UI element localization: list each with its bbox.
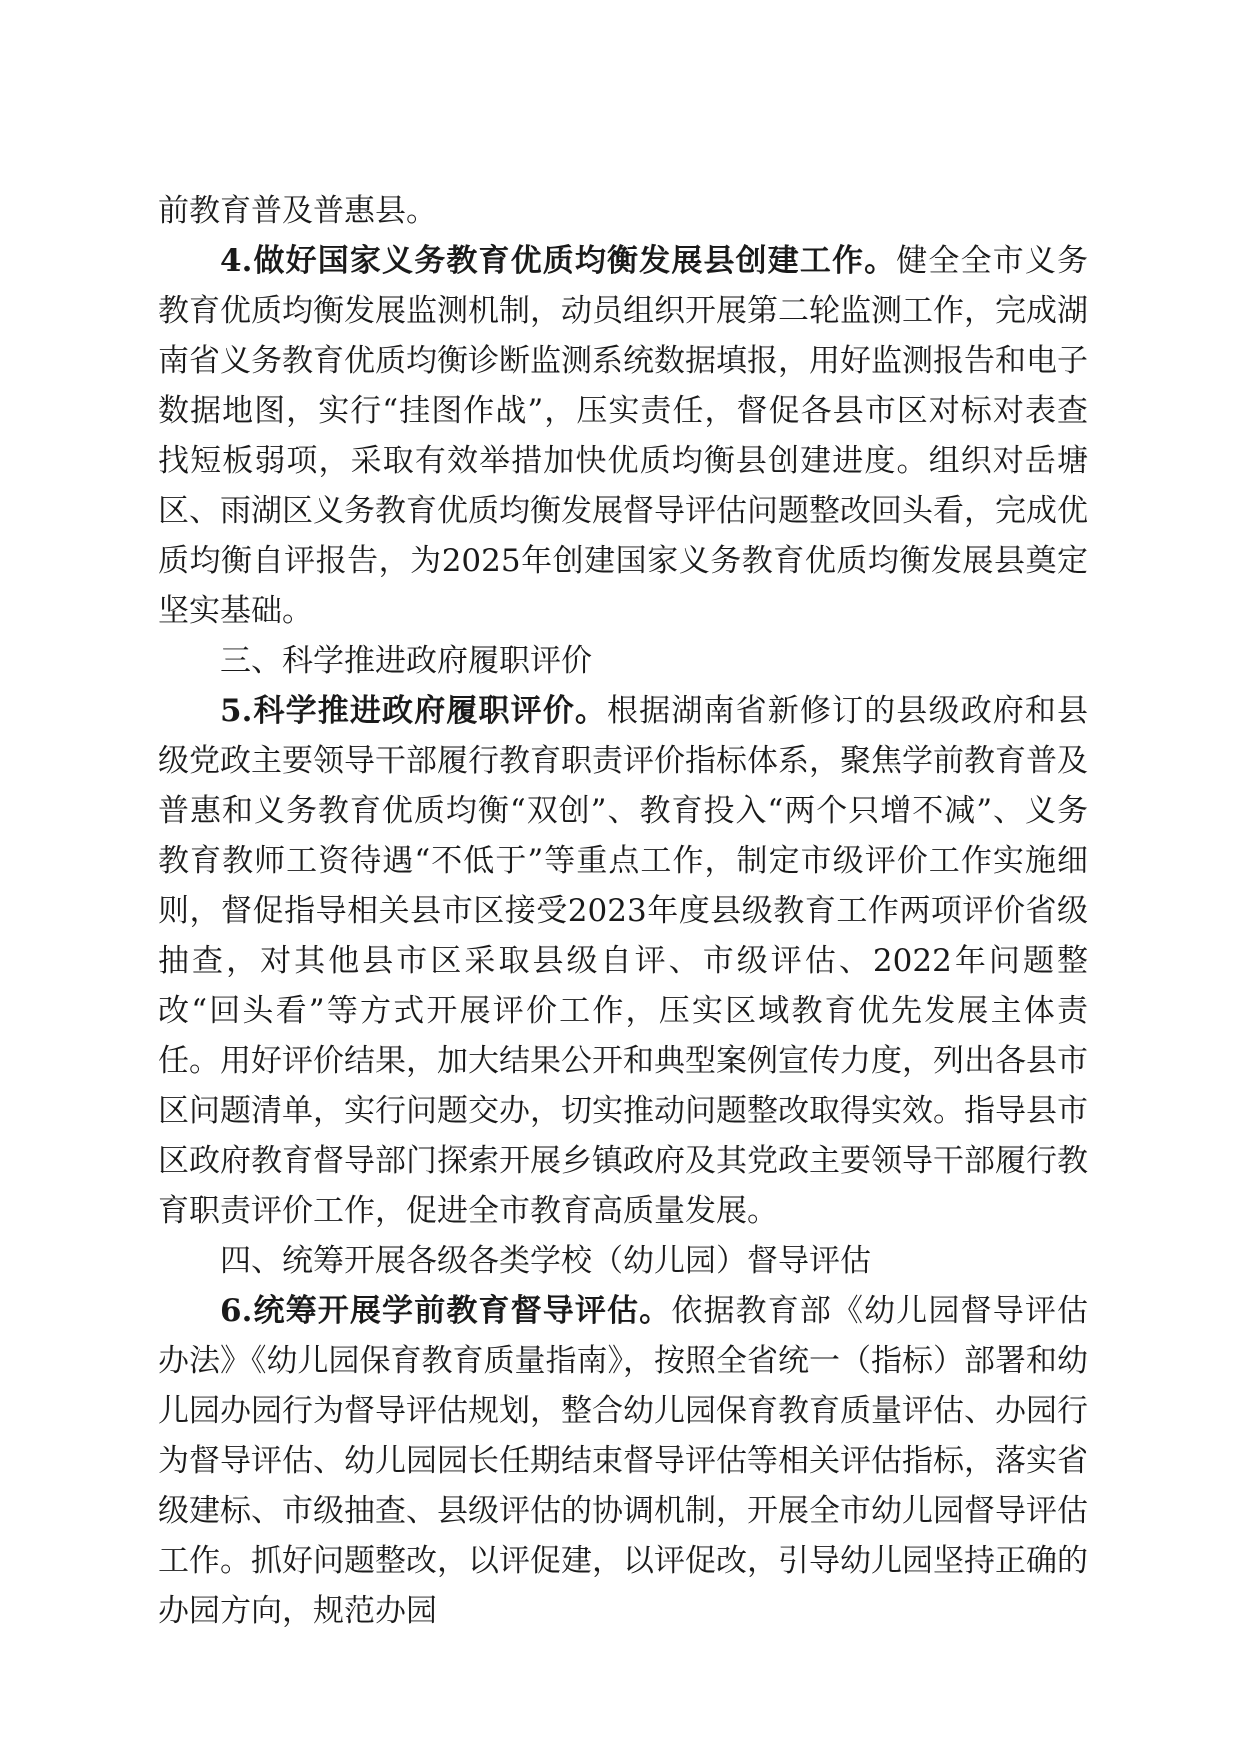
item-4-text: 健全全市义务教育优质均衡发展监测机制，动员组织开展第二轮监测工作，完成湖南省义务教育优质均衡诊断监测系统数据填报，用好监测报告和电子数据地图，实行“挂图作战”，压实责任，督促各县市区对标对表查找短板弱项，采取有效举措加快优质均衡县创建进度。组织对岳塘区、雨湖区义务教育优质均衡发展督导评估问题整改回头看，完成优质均衡自评报告，为2025年创建国家义务教育优质均衡发展县奠定坚实基础。 bbox=[158, 243, 1088, 629]
paragraph-continuation: 前教育普及普惠县。 bbox=[158, 193, 437, 229]
item-6-text: 依据教育部《幼儿园督导评估办法》《幼儿园保育教育质量指南》，按照全省统一（指标）部署和幼儿园办园行为督导评估规划，整合幼儿园保育教育质量评估、办园行为督导评估、幼儿园园长任期结束督导评估等相关评估指标，落实省级建标、市级抽查、县级评估的协调机制，开展全市幼儿园督导评估工作。抓好问题整改，以评促建，以评促改，引导幼儿园坚持正确的办园方向，规范办园 bbox=[158, 1293, 1088, 1629]
section-heading-3: 三、科学推进政府履职评价 bbox=[220, 643, 592, 679]
document-body bbox=[158, 186, 1088, 1636]
paragraph-item-5 bbox=[158, 686, 1088, 1236]
item-5-heading: 5.科学推进政府履职评价。 bbox=[220, 693, 608, 729]
paragraph-item-6 bbox=[158, 1286, 1088, 1636]
item-5-text: 根据湖南省新修订的县级政府和县级党政主要领导干部履行教育职责评价指标体系，聚焦学前教育普及普惠和义务教育优质均衡“双创”、教育投入“两个只增不减”、义务教育教师工资待遇“不低于”等重点工作，制定市级评价工作实施细则，督促指导相关县市区接受2023年度县级教育工作两项评价省级抽查，对其他县市区采取县级自评、市级评估、2022年问题整改“回头看”等方式开展评价工作，压实区域教育优先发展主体责任。用好评价结果，加大结果公开和典型案例宣传力度，列出各县市区问题清单，实行问题交办，切实推动问题整改取得实效。指导县市区政府教育督导部门探索开展乡镇政府及其党政主要领导干部履行教育职责评价工作，促进全市教育高质量发展。 bbox=[158, 693, 1088, 1229]
item-4-heading: 4.做好国家义务教育优质均衡发展县创建工作。 bbox=[220, 243, 897, 279]
paragraph-item-4 bbox=[158, 236, 1088, 636]
item-6-heading: 6.统筹开展学前教育督导评估。 bbox=[220, 1293, 672, 1329]
section-heading-4: 四、统筹开展各级各类学校（幼儿园）督导评估 bbox=[220, 1243, 871, 1279]
